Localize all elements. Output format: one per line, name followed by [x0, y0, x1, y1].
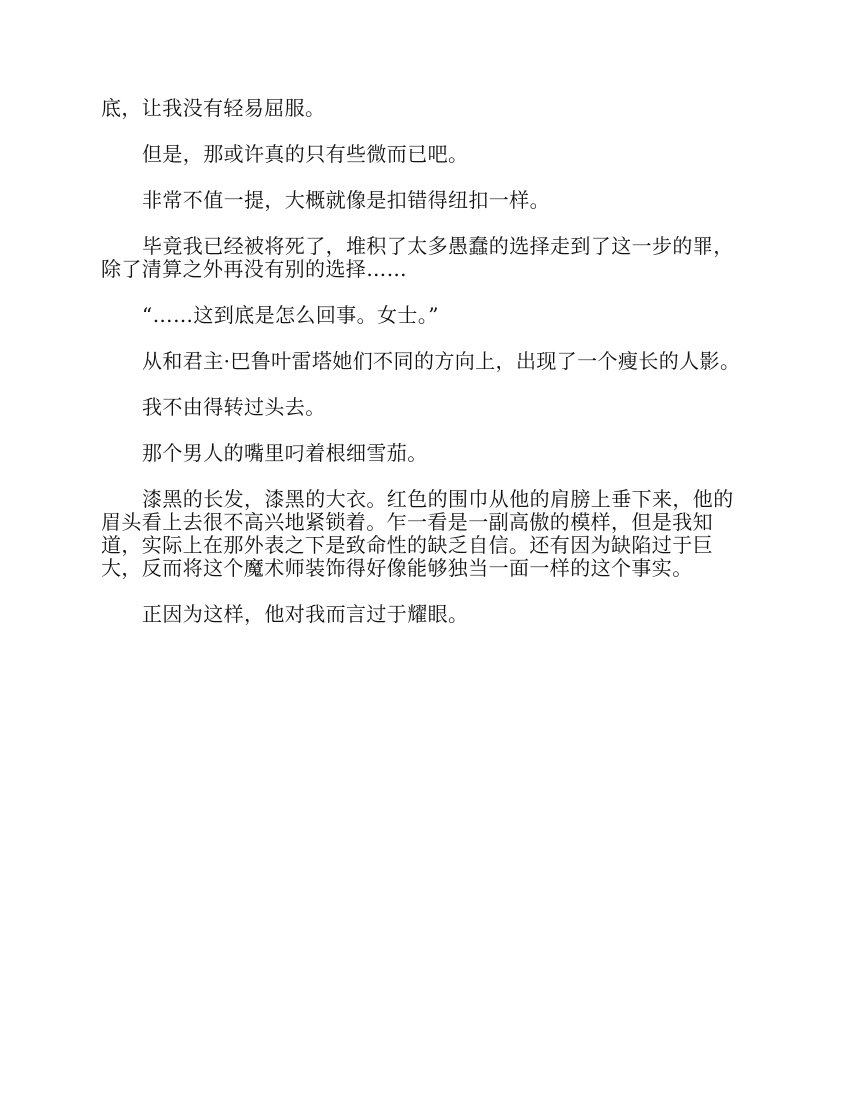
paragraph-3: 非常不值一提，大概就像是扣错得纽扣一样。 [142, 188, 550, 212]
paragraph-5: “……这到底是怎么回事。女士。” [142, 303, 439, 327]
paragraph-6: 从和君主·巴鲁叶雷塔她们不同的方向上，出现了一个瘦长的人影。 [142, 349, 741, 373]
paragraph-9: 漆黑的长发，漆黑的大衣。红色的围巾从他的肩膀上垂下来，他的眉头看上去很不高兴地紧锁着。乍一看是一副高傲的模样，但是我知道，实际上在那外表之下是致命性的缺乏自信。还有因为缺陷过于巨大，反而将这个魔术师装饰得好像能够独当一面一样的这个事实。 [101, 487, 734, 580]
paragraph-7: 我不由得转过头去。 [142, 395, 326, 419]
paragraph-10: 正因为这样，他对我而言过于耀眼。 [142, 602, 469, 626]
paragraph-4: 毕竟我已经被将死了，堆积了太多愚蠢的选择走到了这一步的罪，除了清算之外再没有别的选择…… [101, 234, 734, 281]
paragraph-1: 底，让我没有轻易屈服。 [101, 96, 326, 120]
document-body [101, 97, 749, 649]
paragraph-2: 但是，那或许真的只有些微而已吧。 [142, 142, 469, 166]
paragraph-8: 那个男人的嘴里叼着根细雪茄。 [142, 441, 428, 465]
